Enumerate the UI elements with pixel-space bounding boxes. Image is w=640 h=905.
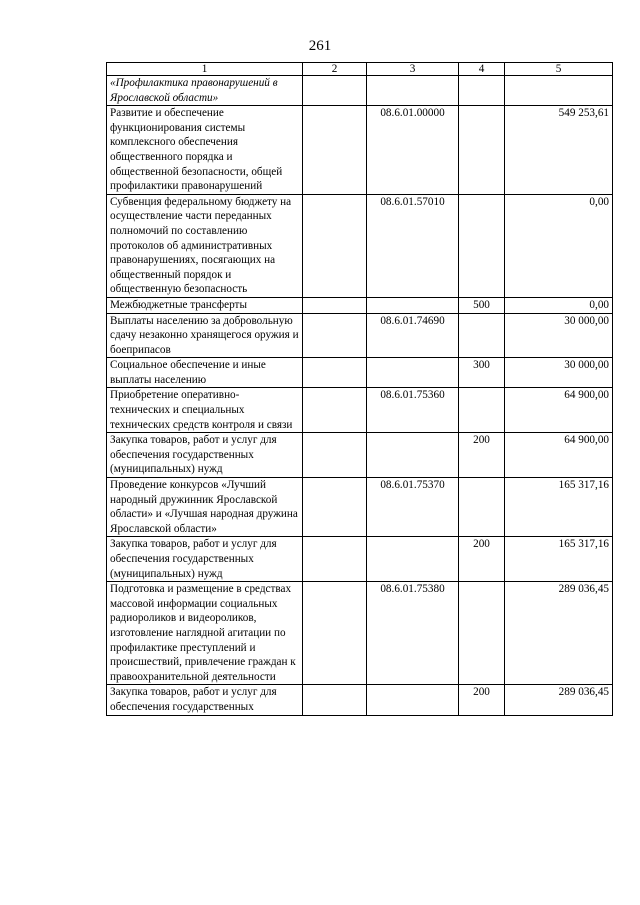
row-col2-cell: [303, 685, 367, 715]
row-code-cell: 08.6.01.00000: [367, 106, 459, 195]
row-col2-cell: [303, 313, 367, 358]
row-col2-cell: [303, 433, 367, 478]
row-amount-cell: 165 317,16: [505, 478, 613, 537]
row-name-cell: Закупка товаров, работ и услуг для обеспечения государственных (муниципальных) нужд: [107, 433, 303, 478]
row-amount-cell: 289 036,45: [505, 582, 613, 685]
row-amount-cell: 64 900,00: [505, 388, 613, 433]
row-name-cell: «Профилактика правонарушений в Ярославской области»: [107, 76, 303, 106]
column-header-4: 4: [459, 63, 505, 76]
row-type-cell: [459, 388, 505, 433]
row-code-cell: [367, 433, 459, 478]
row-type-cell: 500: [459, 297, 505, 313]
table-row: [107, 685, 613, 715]
table-row: [107, 433, 613, 478]
row-code-cell: 08.6.01.74690: [367, 313, 459, 358]
row-type-cell: [459, 478, 505, 537]
column-header-3: 3: [367, 63, 459, 76]
row-type-cell: [459, 76, 505, 106]
row-col2-cell: [303, 537, 367, 582]
row-col2-cell: [303, 297, 367, 313]
row-amount-cell: 64 900,00: [505, 433, 613, 478]
table-row: [107, 76, 613, 106]
row-col2-cell: [303, 76, 367, 106]
row-name-cell: Развитие и обеспечение функционирования системы комплексного обеспечения общественного порядка и общественной безопасности, общей профилактики правонарушений: [107, 106, 303, 195]
row-col2-cell: [303, 388, 367, 433]
row-code-cell: 08.6.01.75380: [367, 582, 459, 685]
row-amount-cell: [505, 76, 613, 106]
table-row: [107, 106, 613, 195]
row-name-cell: Социальное обеспечение и иные выплаты населению: [107, 358, 303, 388]
table-row: [107, 194, 613, 297]
row-col2-cell: [303, 106, 367, 195]
row-amount-cell: 0,00: [505, 194, 613, 297]
row-col2-cell: [303, 358, 367, 388]
row-amount-cell: 0,00: [505, 297, 613, 313]
row-col2-cell: [303, 582, 367, 685]
row-code-cell: [367, 537, 459, 582]
row-code-cell: 08.6.01.57010: [367, 194, 459, 297]
row-type-cell: [459, 582, 505, 685]
table-row: [107, 297, 613, 313]
row-col2-cell: [303, 194, 367, 297]
column-header-2: 2: [303, 63, 367, 76]
row-code-cell: [367, 76, 459, 106]
row-amount-cell: 289 036,45: [505, 685, 613, 715]
column-header-5: 5: [505, 63, 613, 76]
row-amount-cell: 30 000,00: [505, 358, 613, 388]
table-row: [107, 313, 613, 358]
row-name-cell: Закупка товаров, работ и услуг для обеспечения государственных (муниципальных) нужд: [107, 537, 303, 582]
row-name-cell: Выплаты населению за добровольную сдачу незаконно хранящегося оружия и боеприпасов: [107, 313, 303, 358]
row-name-cell: Межбюджетные трансферты: [107, 297, 303, 313]
row-name-cell: Проведение конкурсов «Лучший народный дружинник Ярославской области» и «Лучшая народная дружина Ярославской области»: [107, 478, 303, 537]
row-name-cell: Субвенция федеральному бюджету на осуществление части переданных полномочий по составлению протоколов об административных правонарушениях, посягающих на общественный порядок и общественную безопасность: [107, 194, 303, 297]
row-type-cell: [459, 106, 505, 195]
row-code-cell: 08.6.01.75360: [367, 388, 459, 433]
table-row: [107, 388, 613, 433]
page-number: 261: [308, 38, 332, 54]
row-code-cell: [367, 297, 459, 313]
row-amount-cell: 30 000,00: [505, 313, 613, 358]
row-type-cell: 200: [459, 537, 505, 582]
row-col2-cell: [303, 478, 367, 537]
row-name-cell: Приобретение оперативно-технических и специальных технических средств контроля и связи: [107, 388, 303, 433]
row-name-cell: Подготовка и размещение в средствах массовой информации социальных радиороликов и видеороликов, изготовление наглядной агитации по профилактике преступлений и происшествий, привлечение граждан к правоохранительной деятельности: [107, 582, 303, 685]
row-amount-cell: 165 317,16: [505, 537, 613, 582]
column-header-1: 1: [107, 63, 303, 76]
row-code-cell: [367, 358, 459, 388]
row-code-cell: [367, 685, 459, 715]
row-type-cell: 200: [459, 433, 505, 478]
row-type-cell: 200: [459, 685, 505, 715]
table-row: [107, 537, 613, 582]
table-row: [107, 582, 613, 685]
row-code-cell: 08.6.01.75370: [367, 478, 459, 537]
table-header-row: [107, 63, 613, 76]
row-type-cell: 300: [459, 358, 505, 388]
budget-table: [106, 62, 613, 716]
row-type-cell: [459, 194, 505, 297]
row-name-cell: Закупка товаров, работ и услуг для обеспечения государственных: [107, 685, 303, 715]
row-type-cell: [459, 313, 505, 358]
table-row: [107, 358, 613, 388]
table-row: [107, 478, 613, 537]
row-amount-cell: 549 253,61: [505, 106, 613, 195]
